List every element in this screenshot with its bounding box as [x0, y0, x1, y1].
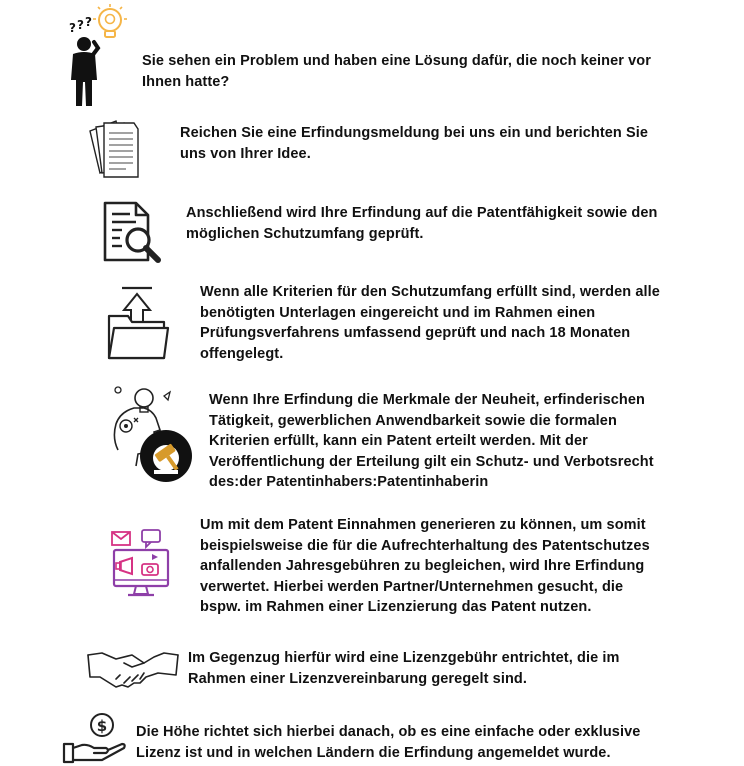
step-2-line-1: Reichen Sie eine Erfindungsmeldung bei uns ein und berichten Sie: [180, 125, 649, 141]
svg-text:?: ?: [85, 15, 92, 29]
step-5-line-2: Tätigkeit, gewerblichen Anwendbarkeit sowie die formalen: [209, 412, 617, 429]
step-5-line-5: des:der Patentinhabers:Patentinhaberin: [209, 474, 489, 491]
step-1-line-1: Sie sehen ein Problem und haben eine Lösung dafür, die noch keiner vor: [142, 53, 651, 69]
step-3-line-1: Anschließend wird Ihre Erfindung auf die Patentfähigkeit sowie den: [186, 205, 658, 221]
svg-text:$: $: [96, 717, 108, 735]
step-8-line-2: Lizenz ist und in welchen Ländern die Erfindung angemeldet wurde.: [136, 744, 611, 761]
step-6-line-4: verwertet. Hierbei werden Partner/Unternehmen gesucht, die: [200, 578, 624, 595]
step-7-line-2: Rahmen einer Lizenzvereinbarung geregelt sind.: [188, 670, 527, 687]
step-5-line-4: Veröffentlichung der Erteilung gilt ein Schutz- und Verbotsrecht: [209, 453, 654, 470]
thinking-person-idea-icon: [64, 2, 130, 108]
folder-upload-icon: [104, 282, 170, 362]
step-6-line-1: Um mit dem Patent Einnahmen generieren zu können, um somit: [200, 517, 646, 533]
step-4-line-3: Prüfungsverfahrens umfassend geprüft und nach 18 Monaten: [200, 325, 631, 342]
step-6-line-3: anfallenden Jahresgebühren zu begleichen, wird Ihre Erfindung: [200, 558, 645, 575]
idea-head-gavel-icon: [104, 382, 200, 486]
step-6-line-2: beispielsweise die für die Aufrechterhaltung des Patentschutzes: [200, 537, 650, 554]
step-8-line-1: Die Höhe richtet sich hierbei danach, ob es eine einfache oder exklusive: [136, 724, 641, 740]
documents-stack-icon: [86, 117, 146, 183]
step-6-line-5: bspw. im Rahmen einer Lizenzierung das Patent nutzen.: [200, 599, 592, 616]
step-3-line-2: möglichen Schutzumfang geprüft.: [186, 225, 424, 242]
svg-text:?: ?: [69, 21, 76, 35]
document-search-icon: [100, 200, 166, 264]
step-5-line-1: Wenn Ihre Erfindung die Merkmale der Neuheit, erfinderischen: [209, 392, 645, 408]
step-4-line-4: offengelegt.: [200, 345, 284, 362]
svg-text:?: ?: [77, 18, 84, 32]
step-5-line-3: Kriterien erfüllt, kann ein Patent erteilt werden. Mit der: [209, 433, 588, 450]
marketing-monitor-icon: [108, 528, 174, 604]
step-4-line-2: benötigten Unterlagen eingereicht und im Rahmen einen: [200, 304, 596, 321]
step-1-line-2: Ihnen hatte?: [142, 73, 230, 90]
step-2-line-2: uns von Ihrer Idee.: [180, 145, 311, 162]
step-7-line-1: Im Gegenzug hierfür wird eine Lizenzgebühr entrichtet, die im: [188, 650, 620, 666]
handshake-icon: [86, 645, 180, 691]
hand-money-icon: [62, 712, 130, 766]
step-4-line-1: Wenn alle Kriterien für den Schutzumfang erfüllt sind, werden alle: [200, 284, 660, 300]
